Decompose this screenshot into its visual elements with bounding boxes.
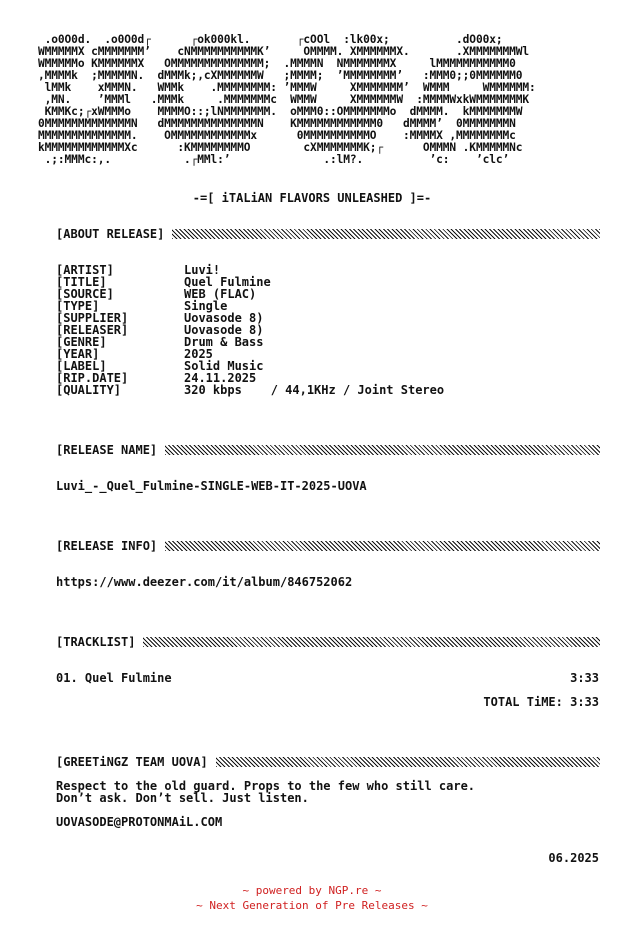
release-name: Luvi_-_Quel_Fulmine-SINGLE-WEB-IT-2025-UOVA: [56, 479, 367, 493]
total-time-row: [56, 696, 599, 708]
section-label: [RELEASE NAME]: [56, 443, 158, 457]
about-value: WEB (FLAC): [184, 287, 257, 301]
section-release-info: [56, 540, 600, 552]
section-greetings: [56, 756, 600, 768]
ascii-logo: .o0O0d. .o0O0d┌ ┌ok000kl. ┌cOOl :lk00x; .dO00x; WMMMMMX cMMMMMMM’ cNMMMMMMMMMMK’ OMMMM. XMMMMMMX. .XMMMMMMMWl WMMMMMo KMMMMMMX OMMMMMMMMMMMMMM; .MMMMN NMMMMMMMX lMMMMMMMMMMM0 ,MMMMk ;MMMMMN. dMMMk;,cXMMMMMMW ;MMMM; ’MMMMMMMM’ :MMM0;;0MMMMMM0 lMMk xMMMN. WMMk .MMMMMMMM: ’MMMW XMMMMMMM’ WMMM WMMMMMM: ,MN. ’MMMl .MMMk .MMMMMMMc WMMW XMMMMMMW :MMMMWxkWMMMMMMMK KMMKc;┌xWMMMo MMMMO::;lNMMMMMMM. oMMM0::OMMMMMMMo dMMMM. kMMMMMMMW 0MMMMMMMMMMMMMN dMMMMMMMMMMMMMMN KMMMMMMMMMMMM0 dMMMM’ 0MMMMMMMN MMMMMMMMMMMMMM. OMMMMMMMMMMMMx 0MMMMMMMMMMO :MMMMX ,MMMMMMMMc kMMMMMMMMMMMMXc :KMMMMMMMMO cXMMMMMMMK;┌ OMMMN .KMMMMMNc .;:MMMc:,. .┌MMl:’ .:lM?. ’c: ’clc’: [38, 33, 536, 166]
about-row-quality: [56, 384, 556, 396]
greeting-line-1: Respect to the old guard. Props to the few who still care.: [56, 779, 476, 793]
section-release-name: [56, 444, 600, 456]
about-row-year: [56, 348, 556, 360]
about-key: [TYPE]: [56, 299, 100, 313]
release-url-link[interactable]: https://www.deezer.com/it/album/846752062: [56, 575, 353, 589]
date-row: [56, 852, 599, 864]
section-label: [GREETiNGZ TEAM UOVA]: [56, 755, 208, 769]
about-value: Luvi!: [184, 263, 221, 277]
about-value: Quel Fulmine: [184, 275, 271, 289]
track-duration: 3:33: [570, 671, 599, 685]
track-row: [56, 672, 599, 684]
tagline: -=[ iTALiAN FLAVORS UNLEASHED ]=-: [192, 191, 432, 205]
hatch-divider: [143, 637, 600, 647]
about-key: [ARTIST]: [56, 263, 114, 277]
about-row-artist: [56, 264, 556, 276]
about-row-type: [56, 300, 556, 312]
about-key: [SOURCE]: [56, 287, 114, 301]
section-label: [RELEASE INFO]: [56, 539, 158, 553]
hatch-divider: [216, 757, 600, 767]
about-value: 24.11.2025: [184, 371, 257, 385]
about-key: [QUALITY]: [56, 383, 122, 397]
section-tracklist: [56, 636, 600, 648]
about-value: 320 kbps / 44,1KHz / Joint Stereo: [184, 383, 445, 397]
about-value: Uovasode 8): [184, 311, 264, 325]
about-key: [LABEL]: [56, 359, 107, 373]
section-label: [TRACKLIST]: [56, 635, 136, 649]
hatch-divider: [172, 229, 600, 239]
section-about-release: [56, 228, 600, 240]
about-value: Single: [184, 299, 228, 313]
about-key: [RIP.DATE]: [56, 371, 129, 385]
about-key: [SUPPLIER]: [56, 311, 129, 325]
total-time: TOTAL TiME: 3:33: [483, 695, 599, 709]
about-key: [TITLE]: [56, 275, 107, 289]
greeting-line-2: Don’t ask. Don’t sell. Just listen.: [56, 791, 309, 805]
track-title: 01. Quel Fulmine: [56, 671, 172, 685]
about-key: [GENRE]: [56, 335, 107, 349]
about-key: [RELEASER]: [56, 323, 129, 337]
release-date: 06.2025: [548, 851, 599, 865]
about-key: [YEAR]: [56, 347, 100, 361]
about-row-genre: [56, 336, 556, 348]
about-value: Drum & Bass: [184, 335, 264, 349]
about-row-releaser: [56, 324, 556, 336]
about-value: Solid Music: [184, 359, 264, 373]
footer-powered-by: ~ powered by NGP.re ~: [242, 884, 382, 897]
about-value: 2025: [184, 347, 213, 361]
about-row-source: [56, 288, 556, 300]
about-row-label: [56, 360, 556, 372]
footer-tagline: ~ Next Generation of Pre Releases ~: [196, 899, 428, 912]
about-row-title: [56, 276, 556, 288]
about-row-supplier: [56, 312, 556, 324]
contact-email: UOVASODE@PROTONMAiL.COM: [56, 815, 223, 829]
hatch-divider: [165, 541, 600, 551]
about-value: Uovasode 8): [184, 323, 264, 337]
hatch-divider: [165, 445, 600, 455]
section-label: [ABOUT RELEASE]: [56, 227, 165, 241]
